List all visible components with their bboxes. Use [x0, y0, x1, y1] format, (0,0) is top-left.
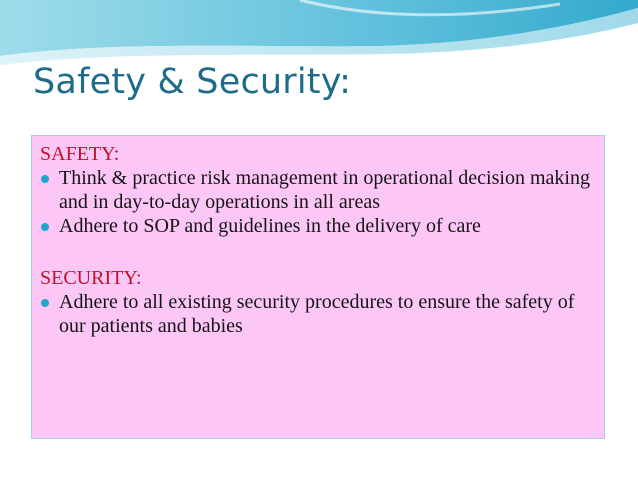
bullet-text: Adhere to SOP and guidelines in the delivery of care	[59, 215, 481, 237]
section-heading-security: SECURITY:	[40, 267, 142, 289]
content-body	[40, 142, 596, 338]
bullet-text: Adhere to all existing security procedures to ensure the safety of our patients and babies	[59, 291, 575, 337]
bullet-item	[40, 214, 596, 238]
section-spacer	[40, 238, 596, 266]
security-bullet-list	[40, 290, 596, 338]
round-bullet-icon	[41, 299, 49, 307]
round-bullet-icon	[41, 175, 49, 183]
bullet-item	[40, 290, 596, 338]
safety-bullet-list	[40, 166, 596, 238]
content-box	[31, 135, 605, 439]
round-bullet-icon	[41, 223, 49, 231]
bullet-item	[40, 166, 596, 214]
bullet-text: Think & practice risk management in operational decision making and in day-to-day operations in all areas	[59, 167, 590, 213]
slide-title: Safety & Security:	[33, 62, 352, 102]
section-heading-safety: SAFETY:	[40, 143, 120, 165]
